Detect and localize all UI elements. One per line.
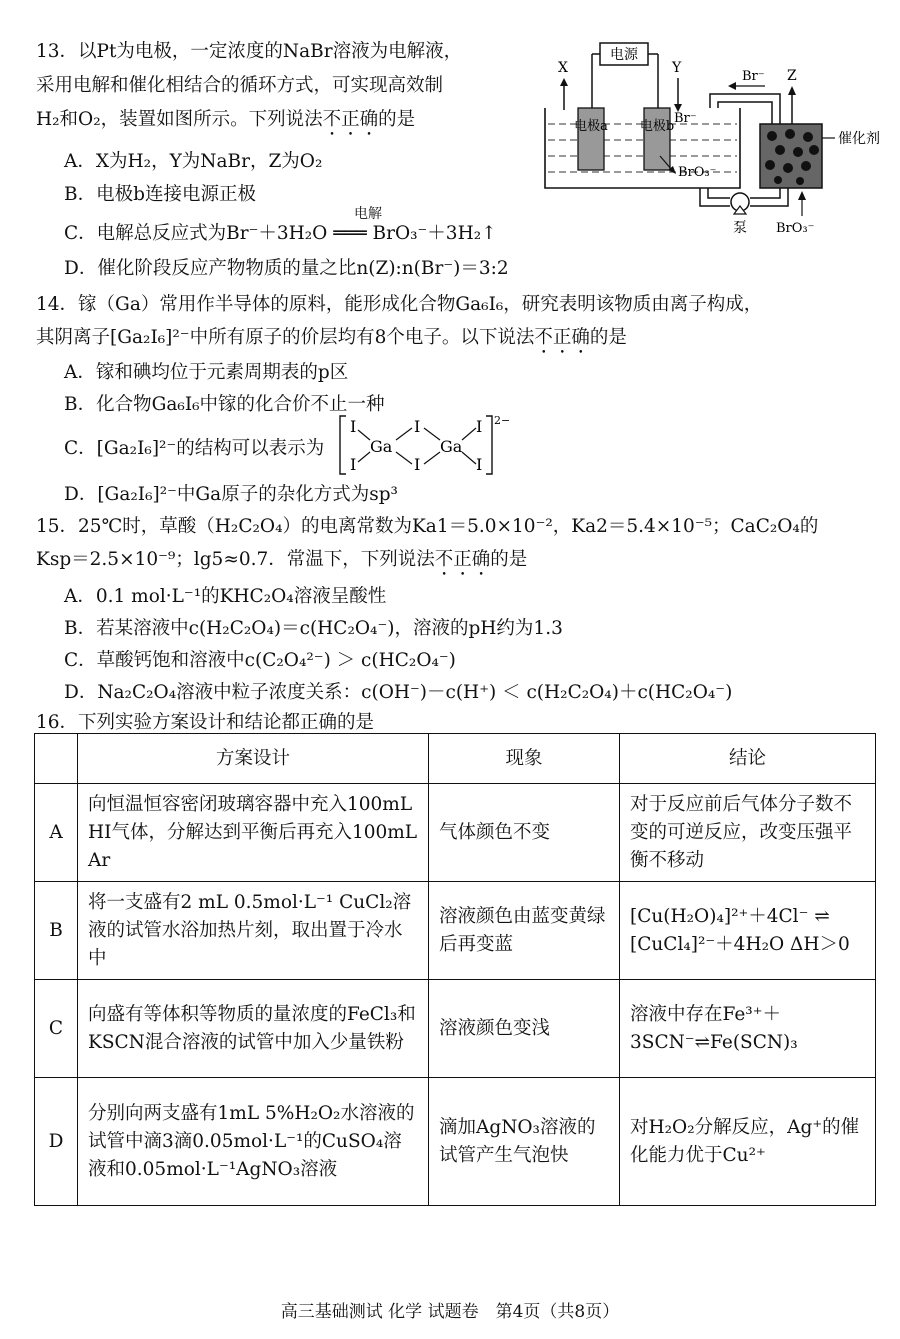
emphasis-not-correct: 不正确 [534,327,590,348]
q14-stem-line1: 14．镓（Ga）常用作半导体的原料，能形成化合物Ga₆I₆，研究表明该物质由离子构成， [36,294,763,315]
electrolysis-apparatus-diagram [540,38,885,238]
svg-text:I: I [476,417,483,436]
header-blank [35,734,78,784]
table-header-row [35,734,876,784]
svg-text:Ga: Ga [370,437,393,456]
q15-option-d: D．Na₂C₂O₄溶液中粒子浓度关系：c(OH⁻)－c(H⁺) ＜ c(H₂C₂O₄)＋c(HC₂O₄⁻) [64,682,733,703]
pump-label: 泵 [733,220,747,236]
row-conclusion: 溶液中存在Fe³⁺＋3SCN⁻⇌Fe(SCN)₃ [620,980,876,1078]
table-row [35,784,876,882]
q13-option-a: A．X为H₂，Y为NaBr，Z为O₂ [64,151,323,172]
electrode-a-label: 电极a [574,119,608,134]
table-row [35,1078,876,1206]
q15-stem-line2: Ksp＝2.5×10⁻⁹；lg5≈0.7．常温下，下列说法不正确的是 [36,549,528,570]
label-x: X [558,60,568,76]
electrode-b [644,108,670,170]
q14-option-d: D．[Ga₂I₆]²⁻中Ga原子的杂化方式为sp³ [64,484,398,505]
row-conclusion: 对H₂O₂分解反应，Ag⁺的催化能力优于Cu²⁺ [620,1078,876,1206]
label-y: Y [672,60,682,76]
q13-option-b: B．电极b连接电源正极 [64,184,256,205]
svg-text:I: I [414,417,421,436]
q14-option-c: C．[Ga₂I₆]²⁻的结构可以表示为 [64,438,325,459]
bro3-label-tank: BrO₃⁻ [678,165,717,180]
svg-text:2−: 2− [494,414,511,427]
q13-option-d: D．催化阶段反应产物物质的量之比n(Z):n(Br⁻)＝3:2 [64,258,509,279]
q15-option-b: B．若某溶液中c(H₂C₂O₄)＝c(HC₂O₄⁻)，溶液的pH约为1.3 [64,618,563,639]
q13-stem-line2: 采用电解和催化相结合的循环方式，可实现高效制 [36,75,444,96]
row-design: 向盛有等体积等物质的量浓度的FeCl₃和KSCN混合溶液的试管中加入少量铁粉 [78,980,429,1078]
br-label-pipe: Br⁻ [742,69,765,84]
row-design: 分别向两支盛有1mL 5%H₂O₂水溶液的试管中滴3滴0.05mol·L⁻¹的CuSO₄溶液和0.05mol·L⁻¹AgNO₃溶液 [78,1078,429,1206]
electrode-a [578,108,604,170]
electrode-b-label: 电极b [639,119,675,134]
header-conclusion: 结论 [620,734,876,784]
row-phenomenon: 气体颜色不变 [429,784,620,882]
q13-option-c: C．电解总反应式为Br⁻＋3H₂O ═══ BrO₃⁻＋3H₂↑ [64,223,497,244]
row-design: 将一支盛有2 mL 0.5mol·L⁻¹ CuCl₂溶液的试管水浴加热片刻，取出置于冷水中 [78,882,429,980]
q13-stem-line1: 13．以Pt为电极，一定浓度的NaBr溶液为电解液， [36,41,463,62]
label-z: Z [787,68,797,84]
q15-stem-line1: 15．25℃时，草酸（H₂C₂O₄）的电离常数为Ka1＝5.0×10⁻²，Ka2＝5.4×10⁻⁵；CaC₂O₄的 [36,516,819,537]
q14-option-b: B．化合物Ga₆I₆中镓的化合价不止一种 [64,394,385,415]
svg-text:I: I [350,417,357,436]
emphasis-not-correct: 不正确 [322,109,379,130]
bro3-label-feed: BrO₃⁻ [776,221,815,236]
row-label: A [35,784,78,882]
catalyst-label: 催化剂 [838,131,880,147]
table-row [35,980,876,1078]
row-label: B [35,882,78,980]
header-design: 方案设计 [78,734,429,784]
svg-text:I: I [350,455,357,474]
svg-text:I: I [414,455,421,474]
row-label: C [35,980,78,1078]
table-row [35,882,876,980]
row-label: D [35,1078,78,1206]
row-design: 向恒温恒容密闭玻璃容器中充入100mL HI气体，分解达到平衡后再充入100mL Ar [78,784,429,882]
ga2i6-structure-diagram [336,412,516,478]
row-conclusion: [Cu(H₂O)₄]²⁺＋4Cl⁻ ⇌ [CuCl₄]²⁻＋4H₂O ΔH＞0 [620,882,876,980]
page-footer: 高三基础测试 化学 试题卷 第4页（共8页） [280,1302,620,1322]
svg-text:I: I [476,455,483,474]
br-label-tank: Br⁻ [674,111,697,126]
q13-option-c-condition: 电解 [354,206,382,222]
q16-stem: 16．下列实验方案设计和结论都正确的是 [36,712,375,733]
q15-option-a: A．0.1 mol·L⁻¹的KHC₂O₄溶液呈酸性 [64,586,387,607]
row-conclusion: 对于反应前后气体分子数不变的可逆反应，改变压强平衡不移动 [620,784,876,882]
row-phenomenon: 溶液颜色由蓝变黄绿后再变蓝 [429,882,620,980]
q16-table [34,733,876,1206]
svg-text:Ga: Ga [440,437,463,456]
q15-option-c: C．草酸钙饱和溶液中c(C₂O₄²⁻) ＞ c(HC₂O₄⁻) [64,650,456,671]
q14-option-a: A．镓和碘均位于元素周期表的p区 [64,362,349,383]
q14-stem-line2: 其阴离子[Ga₂I₆]²⁻中所有原子的价层均有8个电子。以下说法不正确的是 [36,327,627,348]
row-phenomenon: 溶液颜色变浅 [429,980,620,1078]
header-phenomenon: 现象 [429,734,620,784]
power-label: 电源 [610,47,638,63]
emphasis-not-correct: 不正确 [434,549,491,570]
row-phenomenon: 滴加AgNO₃溶液的试管产生气泡快 [429,1078,620,1206]
q13-stem-line3: H₂和O₂，装置如图所示。下列说法不正确的是 [36,109,416,130]
